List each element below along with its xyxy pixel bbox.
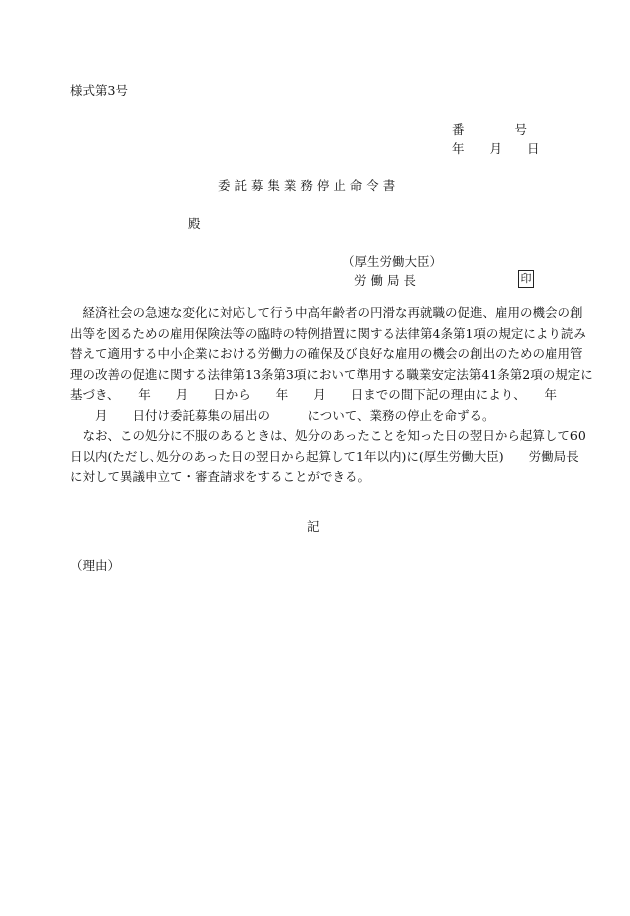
order-line-4: 理の改善の促進に関する法律第13条第3項において準用する職業安定法第41条第2項の規定に <box>70 366 593 382</box>
order-line-1: 経済社会の急速な変化に対応して行う中高年齢者の円滑な再就職の促進、雇用の機会の創 <box>70 305 583 320</box>
appeal-line-2: 日以内(ただし､処分のあった日の翌日から起算して1年以内)に(厚生労働大臣) 労働局長 <box>70 448 579 464</box>
order-paragraph <box>70 303 593 488</box>
ki-heading: 記 <box>307 519 320 534</box>
issuer-minister: （厚生労働大臣） <box>342 254 443 269</box>
document-date-line: 年 月 日 <box>452 141 540 156</box>
order-line-2: 出等を図るための雇用保険法等の臨時の特例措置に関する法律第4条第1項の規定により読み <box>70 325 586 341</box>
appeal-line-1: なお、この処分に不服のあるときは、処分のあったことを知った日の翌日から起算して60 <box>70 428 586 443</box>
form-number: 様式第3号 <box>70 83 128 98</box>
document-number-line: 番 号 <box>452 122 528 137</box>
document-title: 委 託 募 集 業 務 停 止 命 令 書 <box>218 178 396 193</box>
appeal-line-3: に対して異議申立て・審査請求をすることができる。 <box>70 469 371 484</box>
reason-label: （理由） <box>70 558 121 573</box>
addressee-honorific: 殿 <box>188 216 201 231</box>
order-line-5: 基づき、 年 月 日から 年 月 日までの間下記の理由により、 年 <box>70 387 558 402</box>
seal-mark: 印 <box>518 270 534 288</box>
issuer-bureau-chief: 労 働 局 長 <box>354 273 416 288</box>
order-line-6: 月 日付け委託募集の届出の について、業務の停止を命ずる。 <box>70 407 495 423</box>
order-line-3: 替えて適用する中小企業における労働力の確保及び良好な雇用の機会の創出のための雇用管 <box>70 346 583 361</box>
